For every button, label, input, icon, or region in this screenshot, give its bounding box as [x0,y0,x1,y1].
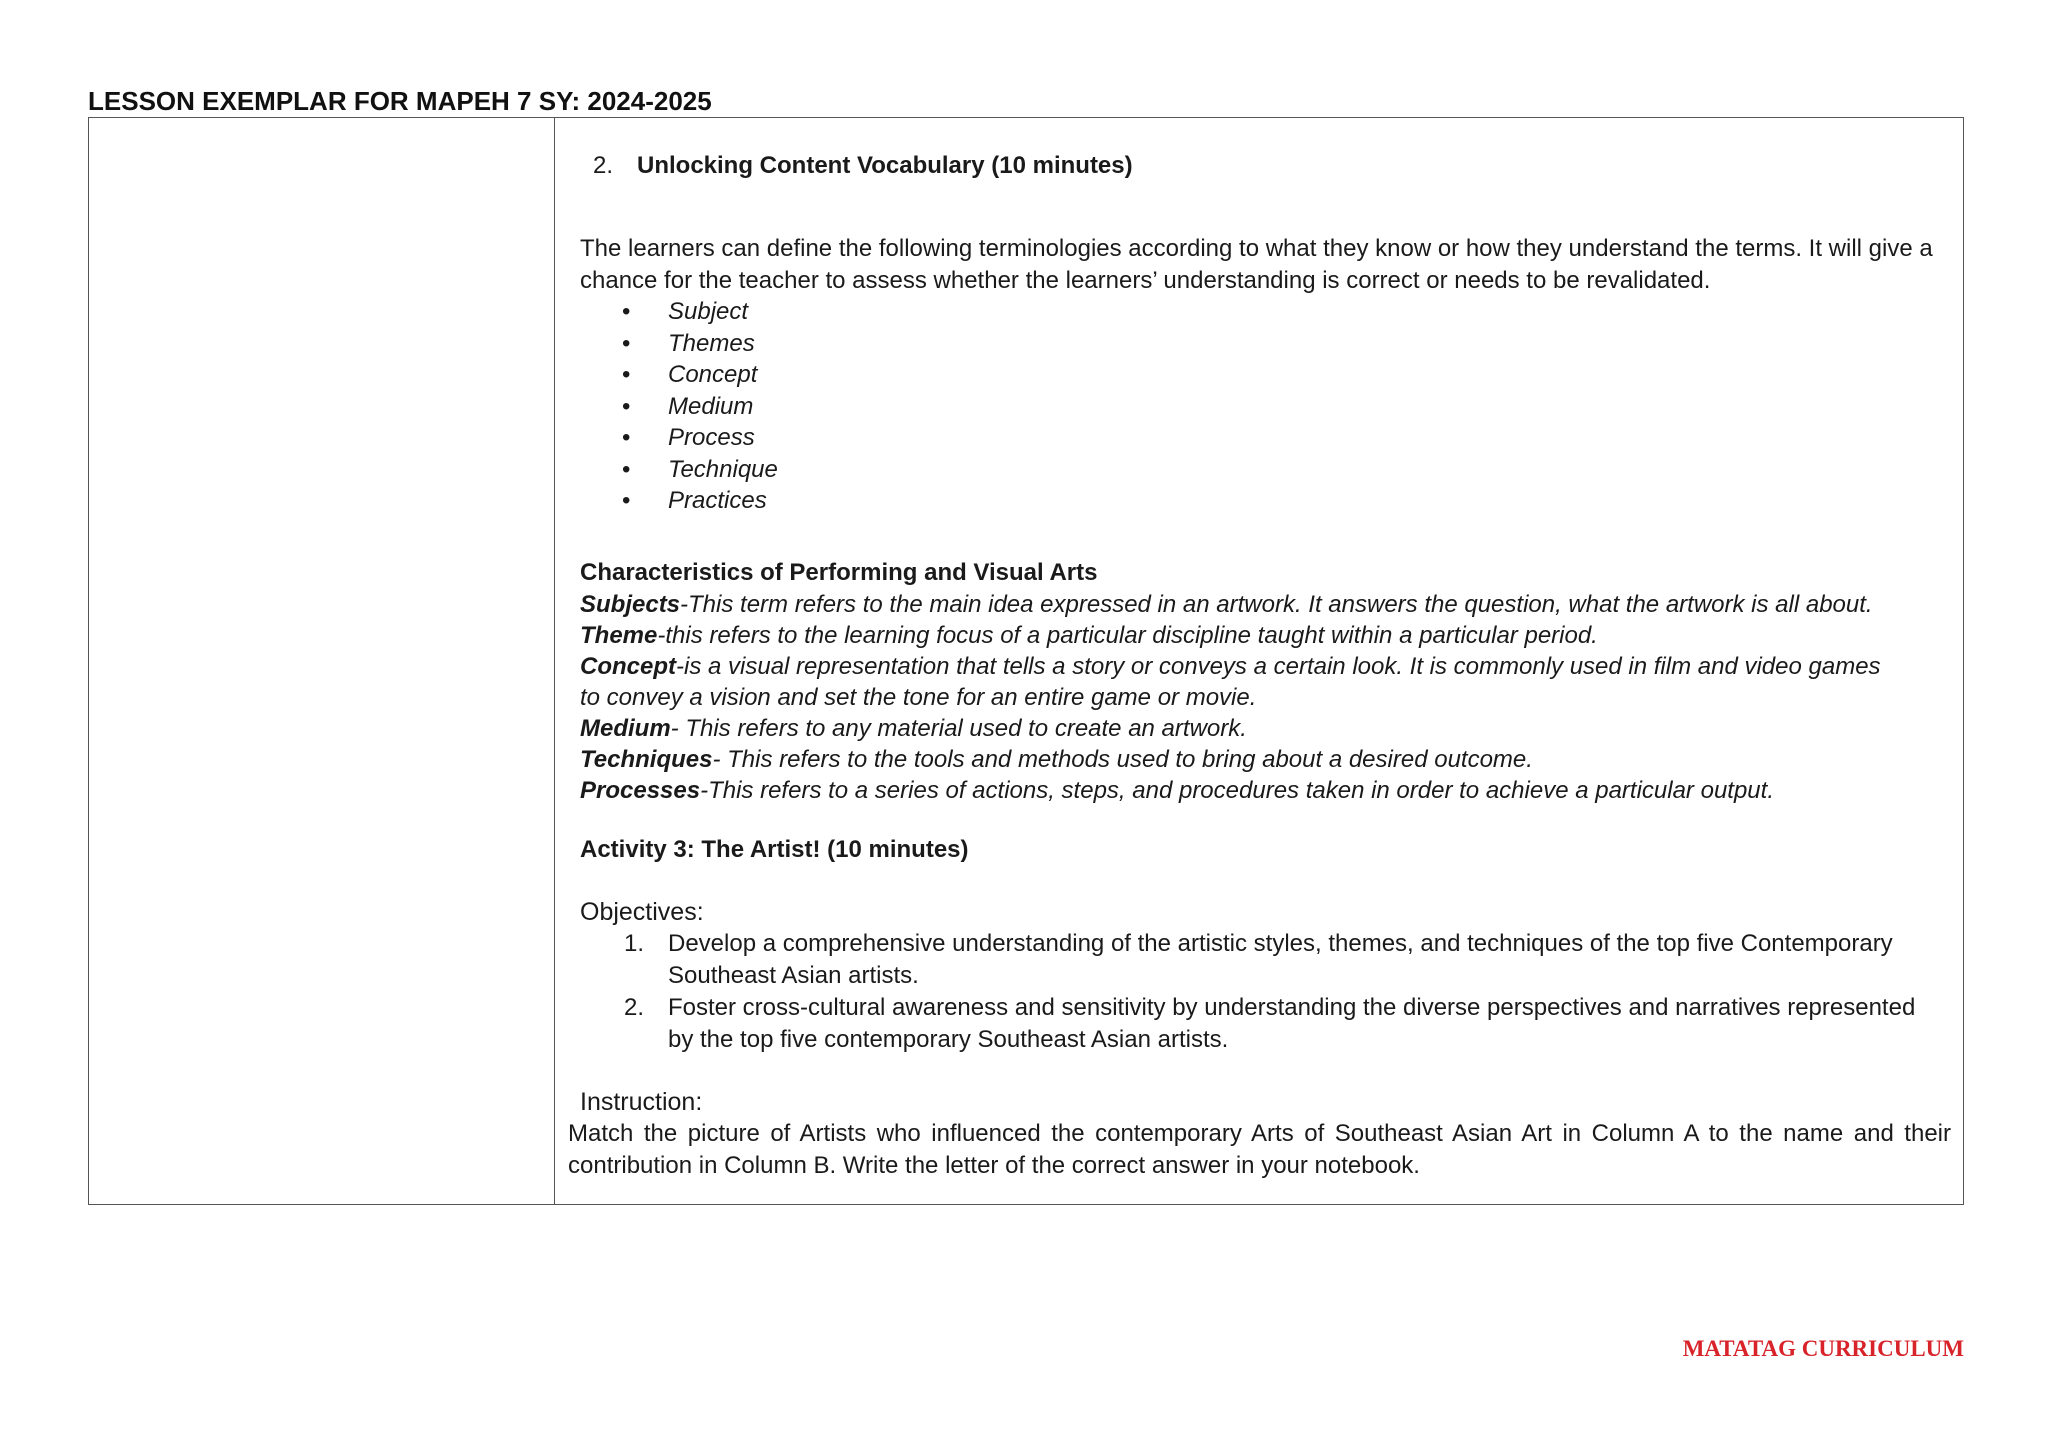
terms-list [580,296,778,517]
bullet-icon: • [622,361,631,388]
activity-heading: Activity 3: The Artist! (10 minutes) [580,836,969,863]
section-heading-text: Unlocking Content Vocabulary (10 minutes) [637,152,1133,179]
list-item: • Medium [580,391,778,423]
definition-medium: Medium- This refers to any material used to create an artwork. [580,715,1247,742]
bullet-icon: • [622,329,631,357]
objectives-list [580,928,1930,1056]
definition-theme: Theme-this refers to the learning focus of a particular discipline taught within a particular period. [580,622,1598,649]
objectives-label: Objectives: [580,898,704,926]
definition-concept-continued: to convey a vision and set the tone for an entire game or movie. [580,684,1257,711]
section-heading [593,152,1133,180]
bullet-icon: • [622,455,631,483]
list-item: • Process [580,422,778,454]
list-item: • Technique [580,454,778,486]
list-item: • Concept [580,359,778,391]
table-left-column [89,118,555,1204]
instruction-label: Instruction: [580,1088,703,1116]
definition-techniques: Techniques- This refers to the tools and methods used to bring about a desired outcome. [580,746,1533,773]
bullet-icon: • [622,392,631,420]
list-item: • Themes [580,328,778,360]
bullet-icon: • [622,424,631,451]
objective-number: 1. [624,930,645,957]
section-intro: The learners can define the following terminologies according to what they know or how they understand the terms. It will give a chance for the teacher to assess whether the learners’ understanding is correct or needs to be revalidated. [580,235,1933,294]
footer-curriculum-label: MATATAG CURRICULUM [1682,1336,1964,1361]
table-right-column [555,118,1963,1204]
definition-concept: Concept-is a visual representation that tells a story or conveys a certain look. It is commonly used in film and video games [580,653,1881,680]
list-item: 1. Develop a comprehensive understanding of the artistic styles, themes, and techniques of the top five Contemporary Southeast Asian artists. [624,930,1893,989]
definitions-block [580,589,1980,806]
definition-subjects: Subjects-This term refers to the main idea expressed in an artwork. It answers the question, what the artwork is all about. [580,591,1873,618]
objective-number: 2. [624,994,645,1021]
definition-processes: Processes-This refers to a series of actions, steps, and procedures taken in order to achieve a particular output. [580,777,1774,804]
document-title: LESSON EXEMPLAR FOR MAPEH 7 SY: 2024-2025 [88,86,712,116]
lesson-table [88,117,1964,1205]
list-item: 2. Foster cross-cultural awareness and sensitivity by understanding the diverse perspectives and narratives represented by the top five contemporary Southeast Asian artists. [624,994,1916,1053]
list-item: • Subject [580,296,778,328]
bullet-icon: • [622,487,631,514]
characteristics-heading: Characteristics of Performing and Visual Arts [580,559,1098,586]
instruction-text: Match the picture of Artists who influenced the contemporary Arts of Southeast Asian Art in Column A to the name and their contribution in Column B. Write the letter of the correct answer in your notebook. [568,1120,1951,1179]
section-number: 2. [593,152,614,179]
bullet-icon: • [622,298,631,325]
list-item: • Practices [580,485,778,517]
